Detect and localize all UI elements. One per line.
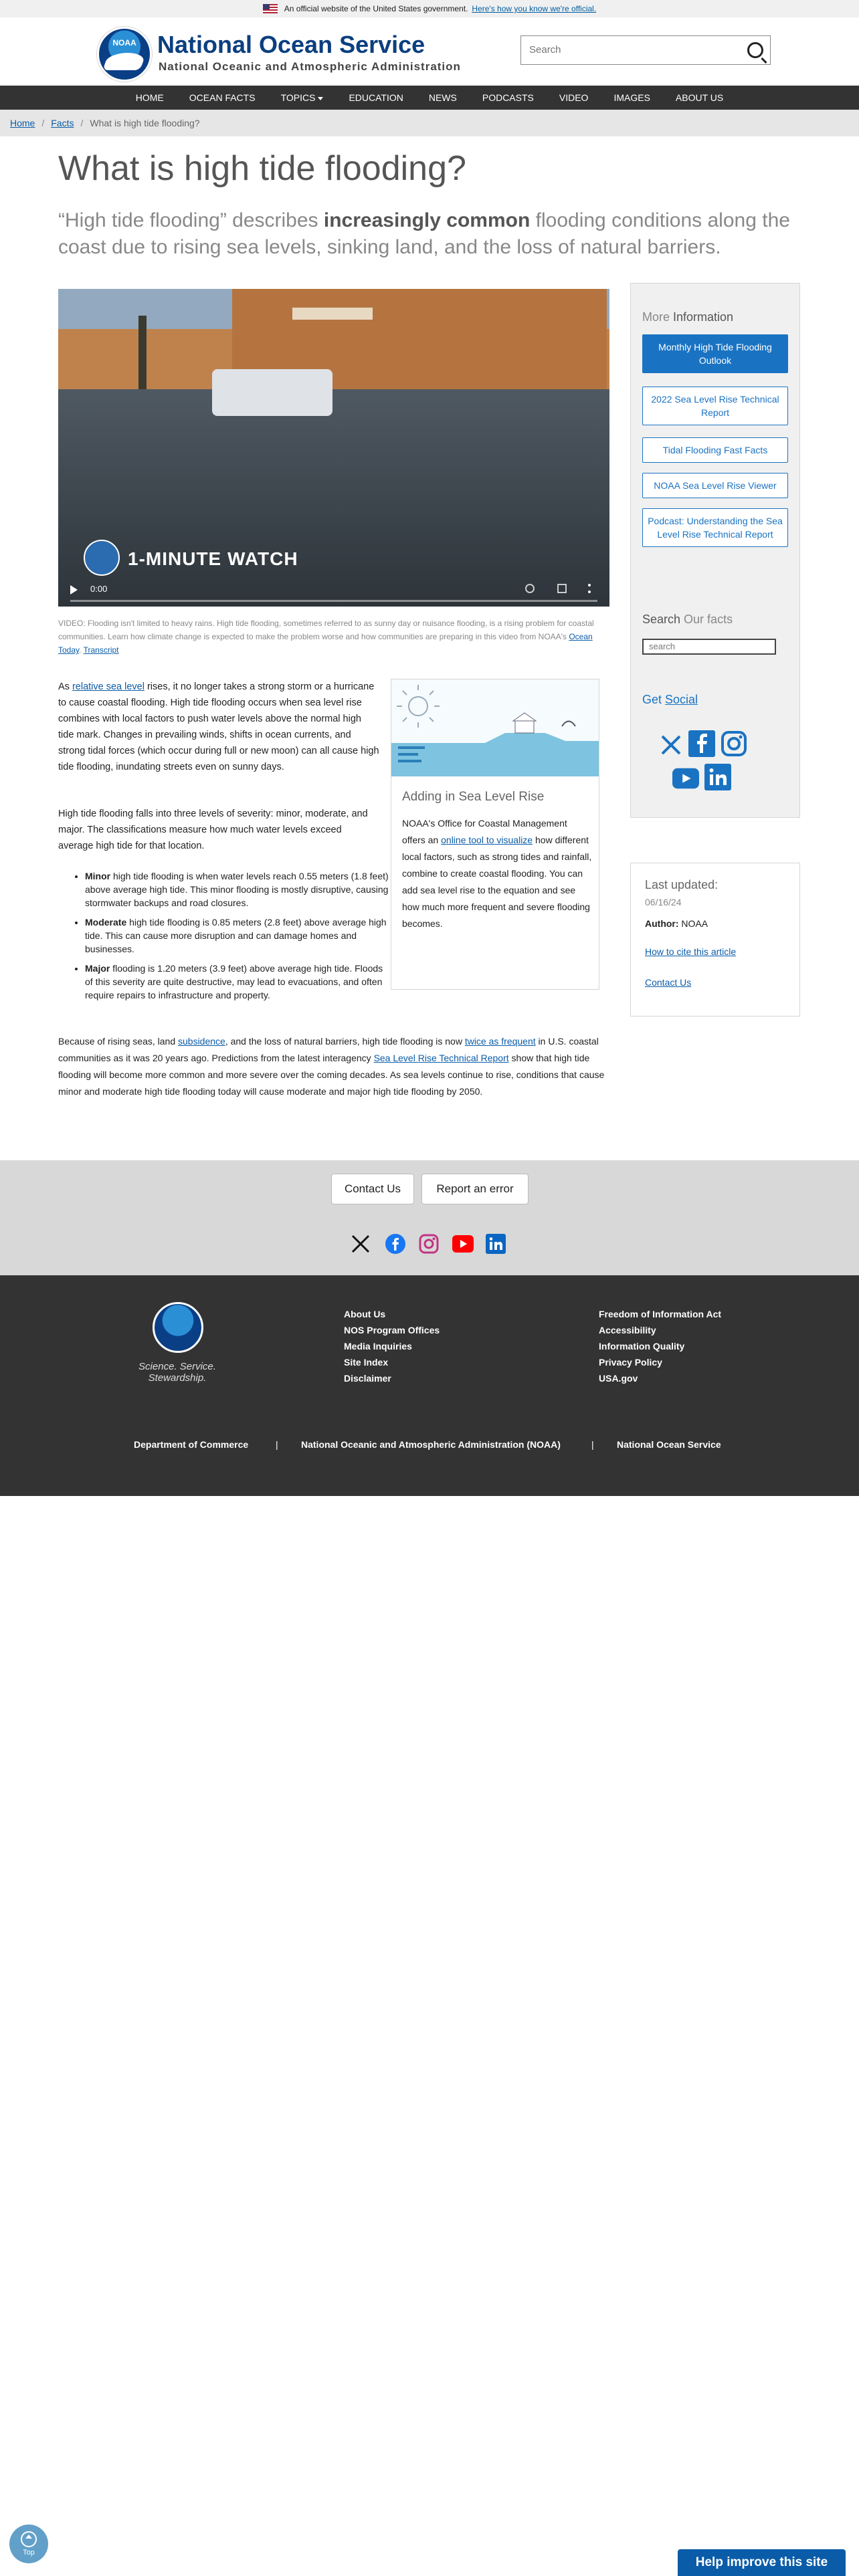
footer-link-nos[interactable]: National Ocean Service [617, 1439, 721, 1450]
footer-link-noaa[interactable]: National Oceanic and Atmospheric Administration (NOAA) [301, 1439, 561, 1450]
caret-down-icon [318, 97, 323, 100]
report-error-button[interactable]: Report an error [421, 1174, 529, 1204]
p1-text-end: rises, it no longer takes a strong storm or a hurricane to cause coastal flooding. High tide flooding occurs when sea level rise combines with local factors to push water levels above the normal high tide mark. Changes in prevailing winds, shifts in ocean currents, and strong tidal forces (which occur during full or new moon) can all cause high tide flooding, inundating streets even on sunny days. [58, 681, 379, 772]
lede-bold: increasingly common [323, 209, 531, 231]
search-heading-b: Our facts [680, 613, 733, 626]
facebook-icon[interactable] [385, 1234, 405, 1254]
severity-term: Minor [85, 871, 111, 881]
paragraph-1 [58, 679, 379, 775]
cite-article-link[interactable]: How to cite this article [645, 946, 737, 957]
video-controls [58, 573, 609, 607]
footer-link-program-offices[interactable]: NOS Program Offices [344, 1325, 440, 1335]
site-header [0, 17, 859, 86]
infobox-text [402, 815, 592, 932]
social-heading-b: Social [665, 693, 698, 706]
x-icon[interactable] [658, 732, 684, 758]
lede-text-end: flooding conditions along the coast due to rising sea levels, sinking land, and the loss of natural barriers. [58, 209, 790, 258]
search-icon[interactable] [747, 42, 763, 58]
get-social-heading [642, 693, 698, 707]
footer-link-usa-gov[interactable]: USA.gov [599, 1373, 638, 1384]
sea-level-illustration [391, 679, 599, 776]
nav-ocean-facts[interactable]: OCEAN FACTS [189, 92, 256, 103]
p1-text: As [58, 681, 72, 692]
infobox-title: Adding in Sea Level Rise [402, 790, 545, 804]
footer-link-disclaimer[interactable]: Disclaimer [344, 1373, 391, 1384]
p3-text-d: show that high tide flooding will become more common and more severe over the coming decades. As sea levels continue to rise, conditions that cause minor and moderate high tide flooding today will cause moderate and major high tide flooding by 2050. [58, 1053, 605, 1097]
sea-level-infobox [391, 679, 599, 990]
subsidence-link[interactable]: subsidence [178, 1036, 225, 1047]
twice-as-frequent-link[interactable]: twice as frequent [464, 1036, 536, 1047]
last-updated-box [630, 863, 800, 1016]
footer-link-accessibility[interactable]: Accessibility [599, 1325, 656, 1335]
tidal-flooding-facts-button[interactable]: Tidal Flooding Fast Facts [642, 437, 788, 463]
paragraph-2: High tide flooding falls into three levels of severity: minor, moderate, and major. The classifications measure how much water levels exceed average high tide for that location. [58, 809, 368, 851]
x-icon[interactable] [351, 1234, 371, 1254]
site-footer: Science. Service. Stewardship. About Us NOS Program Offices Media Inquiries Site Index Disclaimer Freedom of Information Act Accessibility Information Quality Privacy Policy USA.gov Department of Commerce | National Oceanic and Atmospheric Administration (NOAA) | National Ocean Service [0, 1275, 859, 1496]
main-nav [0, 86, 859, 110]
instagram-icon[interactable] [721, 730, 747, 757]
facts-search-input[interactable]: search [642, 639, 776, 655]
list-item [85, 869, 393, 909]
sea-level-rise-viewer-button[interactable]: NOAA Sea Level Rise Viewer [642, 473, 788, 498]
footer-link-commerce[interactable]: Department of Commerce [134, 1439, 249, 1450]
linkedin-icon[interactable] [486, 1234, 506, 1254]
breadcrumb-current: What is high tide flooding? [90, 118, 200, 128]
back-to-top-button[interactable] [9, 2525, 48, 2563]
more-heading-b: Information [673, 310, 734, 324]
severity-list [72, 869, 393, 1008]
infobox-text-start: NOAA's Office for Coastal Management offers an [402, 818, 567, 845]
relative-sea-level-link[interactable]: relative sea level [72, 681, 145, 692]
author [645, 918, 708, 929]
severity-term: Moderate [85, 917, 127, 928]
footer-tagline: Science. Service. Stewardship. [138, 1361, 216, 1384]
caption-text: VIDEO: Flooding isn't limited to heavy rains. High tide flooding, sometimes referred to as sunny day or nuisance flooding, is a rising problem for coastal communities. Learn how climate change is expected to make the problem worse and how communities are preparing in this video from NOAA's [58, 619, 594, 641]
nav-about-us[interactable]: ABOUT US [675, 92, 724, 103]
author-name: NOAA [678, 918, 708, 929]
search-input[interactable] [521, 36, 738, 63]
more-options-icon[interactable] [588, 584, 591, 593]
contact-us-button[interactable]: Contact Us [331, 1174, 414, 1204]
nav-podcasts[interactable]: PODCASTS [482, 92, 534, 103]
nav-news[interactable]: NEWS [428, 92, 457, 103]
ocean-today-link[interactable]: Ocean Today [58, 632, 593, 655]
technical-report-button[interactable]: 2022 Sea Level Rise Technical Report [642, 387, 788, 425]
infobox-text-end: how different local factors, such as strong tides and rainfall, combine to create coastal flooding. You can add sea level rise to the equation and see how much more frequent and severe flooding becomes. [402, 835, 592, 929]
noaa-logo-icon[interactable] [97, 27, 152, 82]
severity-text: flooding is 1.20 meters (3.9 feet) above average high tide. Floods of this severity are quite destructive, may lead to evacuations, and often require repairs to infrastructure and property. [85, 963, 383, 1000]
video-overlay-title: 1-MINUTE WATCH [128, 548, 298, 569]
instagram-icon[interactable] [419, 1234, 439, 1254]
search-heading-a: Search [642, 613, 681, 626]
nav-home[interactable]: HOME [135, 92, 164, 103]
footer-link-info-quality[interactable]: Information Quality [599, 1341, 685, 1352]
fullscreen-icon[interactable] [557, 584, 567, 593]
breadcrumb: Home / Facts / What is high tide flooding? [0, 110, 859, 136]
linkedin-icon[interactable] [704, 764, 731, 790]
podcast-button[interactable]: Podcast: Understanding the Sea Level Rise Technical Report [642, 508, 788, 547]
search-facts-heading [642, 613, 733, 627]
site-subtitle: National Oceanic and Atmospheric Administration [159, 60, 461, 73]
us-flag-icon [263, 4, 278, 13]
lede-text: “High tide flooding” describes [58, 209, 324, 231]
breadcrumb-facts[interactable]: Facts [51, 118, 74, 128]
p3-text-b: , and the loss of natural barriers, high tide flooding is now [225, 1036, 465, 1047]
help-improve-button[interactable]: Help improve this site [678, 2549, 846, 2576]
author-label: Author: [645, 918, 679, 929]
footer-link-privacy[interactable]: Privacy Policy [599, 1357, 662, 1368]
technical-report-link[interactable]: Sea Level Rise Technical Report [373, 1053, 509, 1063]
transcript-link[interactable]: Transcript [83, 645, 119, 655]
noaa-footer-logo-icon[interactable] [153, 1302, 203, 1353]
contact-us-link[interactable]: Contact Us [645, 977, 692, 988]
gov-banner-text: An official website of the United States government. [284, 4, 468, 13]
more-information-heading [642, 310, 733, 324]
online-tool-link[interactable]: online tool to visualize [441, 835, 533, 845]
youtube-icon[interactable] [452, 1235, 474, 1253]
nav-topics[interactable] [268, 86, 337, 110]
page-title: What is high tide flooding? [58, 149, 466, 188]
volume-icon[interactable] [525, 584, 535, 593]
back-to-top-label: Top [23, 2549, 35, 2557]
site-search [520, 35, 771, 65]
social-heading-a: Get [642, 693, 666, 706]
high-tide-outlook-button[interactable]: Monthly High Tide Flooding Outlook [642, 334, 788, 373]
arrow-up-icon [21, 2531, 37, 2547]
p3-text-c: in U.S. coastal communities as it was 20 years ago. Predictions from the latest interagency [58, 1036, 599, 1063]
last-updated-date: 06/16/24 [645, 897, 682, 907]
severity-text: high tide flooding is when water levels reach 0.55 meters (1.8 feet) above average high tide. This minor flooding is mostly disruptive, causing stormwater backups and road closures. [85, 871, 389, 908]
breadcrumb-home[interactable]: Home [10, 118, 35, 128]
video-player[interactable] [58, 289, 609, 607]
facebook-icon[interactable] [688, 730, 715, 757]
list-item [85, 962, 393, 1002]
footer-link-about-us[interactable]: About Us [344, 1309, 386, 1319]
nav-video[interactable]: VIDEO [559, 92, 589, 103]
list-item [85, 916, 393, 956]
noaa-badge-icon [84, 540, 120, 576]
video-progress-bar[interactable] [70, 600, 597, 602]
sidebar [630, 283, 800, 818]
footer-link-foia[interactable]: Freedom of Information Act [599, 1309, 722, 1319]
contact-band [0, 1160, 859, 1275]
more-heading-a: More [642, 310, 674, 324]
nav-education[interactable]: EDUCATION [349, 92, 403, 103]
gov-banner [0, 0, 859, 17]
nav-images[interactable]: IMAGES [613, 92, 650, 103]
footer-link-site-index[interactable]: Site Index [344, 1357, 389, 1368]
caption-sep: . [79, 645, 84, 655]
p3-text-a: Because of rising seas, land [58, 1036, 178, 1047]
severity-term: Major [85, 963, 110, 974]
paragraph-3 [58, 1033, 609, 1100]
video-caption [58, 617, 609, 657]
severity-text: high tide flooding is 0.85 meters (2.8 feet) above average high tide. This can cause more disruption and can damage homes and businesses. [85, 917, 387, 954]
gov-banner-link[interactable]: Here's how you know we're official. [472, 4, 597, 13]
lede [58, 207, 794, 261]
footer-link-media[interactable]: Media Inquiries [344, 1341, 412, 1352]
video-time: 0:00 [90, 584, 108, 594]
logo-text: NOAA [112, 38, 136, 47]
site-name[interactable]: National Ocean Service [157, 31, 425, 58]
play-icon[interactable] [70, 585, 78, 595]
youtube-icon[interactable] [672, 765, 699, 792]
last-updated-heading: Last updated: [645, 878, 719, 891]
nav-topics-label: TOPICS [280, 92, 316, 103]
